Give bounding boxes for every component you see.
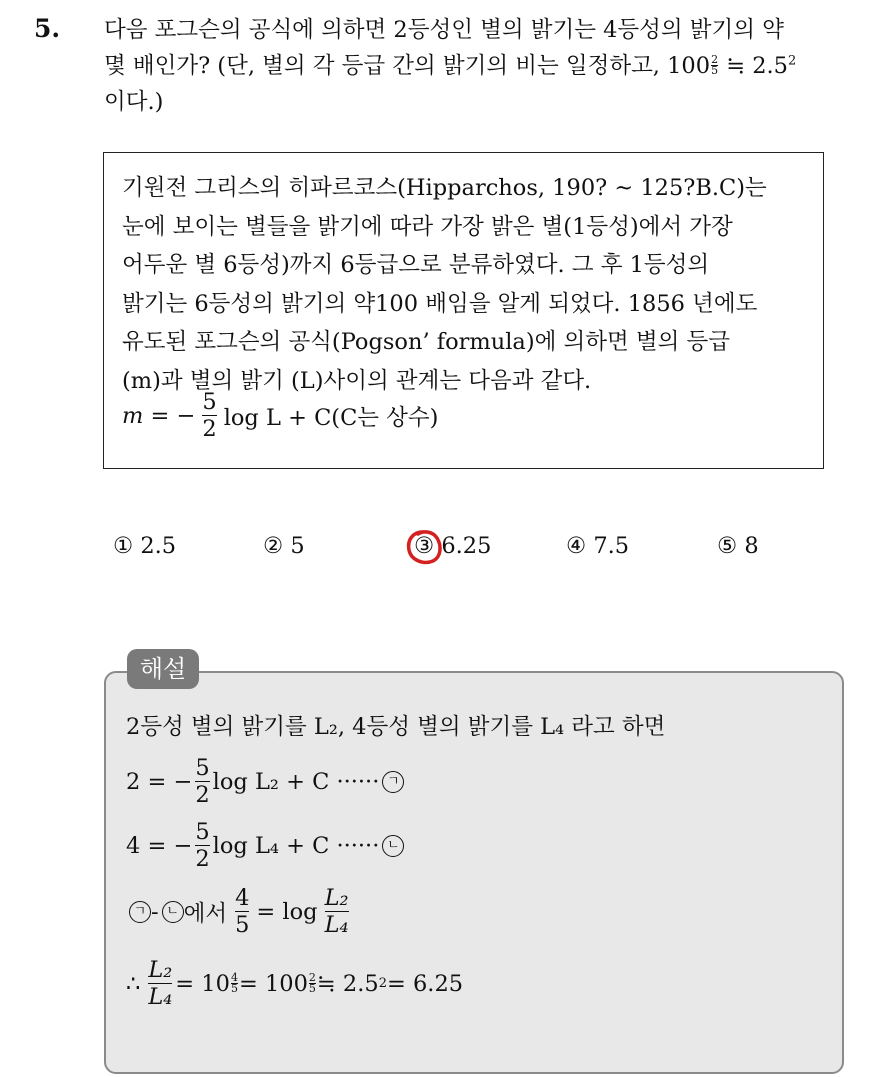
pogson-formula bbox=[122, 389, 438, 442]
passage-line: (m)과 별의 밝기 (L)사이의 관계는 다음과 같다. bbox=[122, 367, 592, 394]
solution-eq-3: ㄱ - ㄴ 에서 $\frac{4}{5}$ = log $\frac{\text{L₂}}{\text{L₄}}$ bbox=[126, 885, 352, 938]
passage-line: 어두운 별 6등성)까지 6등급으로 분류하였다. 그 후 1등성의 bbox=[122, 252, 710, 278]
formula-rhs: log L + C(C는 상수) bbox=[223, 404, 439, 431]
solution-eq-2: 4 = − $\frac{5}{2}$ log L₄ + C ······ ㄴ bbox=[126, 819, 404, 872]
question-line-1: 다음 포그슨의 공식에 의하면 2등성인 별의 밝기는 4등성의 밝기의 약 bbox=[104, 17, 784, 43]
question-line-2a: 몇 배인가? (단, 별의 각 등급 간의 밝기의 비는 일정하고, 100 bbox=[104, 53, 711, 79]
square-exponent: 2 bbox=[788, 53, 797, 69]
circled-ㄱ-icon: ㄱ bbox=[382, 771, 404, 793]
exponent-fraction: $\frac{2}{5}$ bbox=[711, 53, 719, 77]
formula-lhs: m = − bbox=[122, 402, 196, 429]
passage-line: 유도된 포그슨의 공식(Pogson’ formula)에 의하면 별의 등급 bbox=[122, 329, 730, 355]
formula-fraction: $\frac{5}{2}$ bbox=[202, 389, 217, 442]
question-line-2b: ≒ 2.5 bbox=[719, 53, 789, 79]
passage-box bbox=[103, 152, 824, 469]
choice-5[interactable]: ⑤ 8 bbox=[717, 533, 759, 559]
passage-line: 눈에 보이는 별들을 밝기에 따라 가장 밝은 별(1등성)에서 가장 bbox=[122, 213, 733, 240]
answer-circle-mark bbox=[403, 526, 445, 568]
circled-ㄴ-icon: ㄴ bbox=[382, 835, 404, 857]
choice-2[interactable]: ② 5 bbox=[263, 533, 305, 559]
question-text bbox=[104, 12, 874, 120]
choice-4[interactable]: ④ 7.5 bbox=[566, 533, 630, 559]
question-line-3: 이다.) bbox=[104, 89, 164, 115]
solution-tab: 해설 bbox=[127, 649, 199, 689]
question-line-2 bbox=[104, 48, 874, 84]
passage-text bbox=[122, 169, 812, 400]
circled-ㄱ-icon: ㄱ bbox=[129, 901, 151, 923]
question-number: 5. bbox=[34, 14, 61, 43]
choice-1[interactable]: ① 2.5 bbox=[113, 533, 177, 559]
passage-line: 기원전 그리스의 히파르코스(Hipparchos, 190? ~ 125?B.C)는 bbox=[122, 175, 767, 201]
choice-3[interactable]: ③ 6.25 bbox=[414, 533, 492, 559]
solution-eq-1: 2 = − $\frac{5}{2}$ log L₂ + C ······ ㄱ bbox=[126, 755, 404, 808]
solution-line-1: 2등성 별의 밝기를 L₂, 4등성 별의 밝기를 L₄ 라고 하면 bbox=[126, 714, 666, 740]
circled-ㄴ-icon: ㄴ bbox=[162, 901, 184, 923]
solution-eq-4: ∴ $\frac{\text{L₂}}{\text{L₄}}$ = 10 $\frac{4}{5}$ = 100 $\frac{2}{5}$ ≒ 2.5 2 = 6.25 bbox=[126, 957, 464, 1010]
solution-box bbox=[104, 671, 844, 1074]
passage-line: 밝기는 6등성의 밝기의 약100 배임을 알게 되었다. 1856 년에도 bbox=[122, 290, 758, 317]
